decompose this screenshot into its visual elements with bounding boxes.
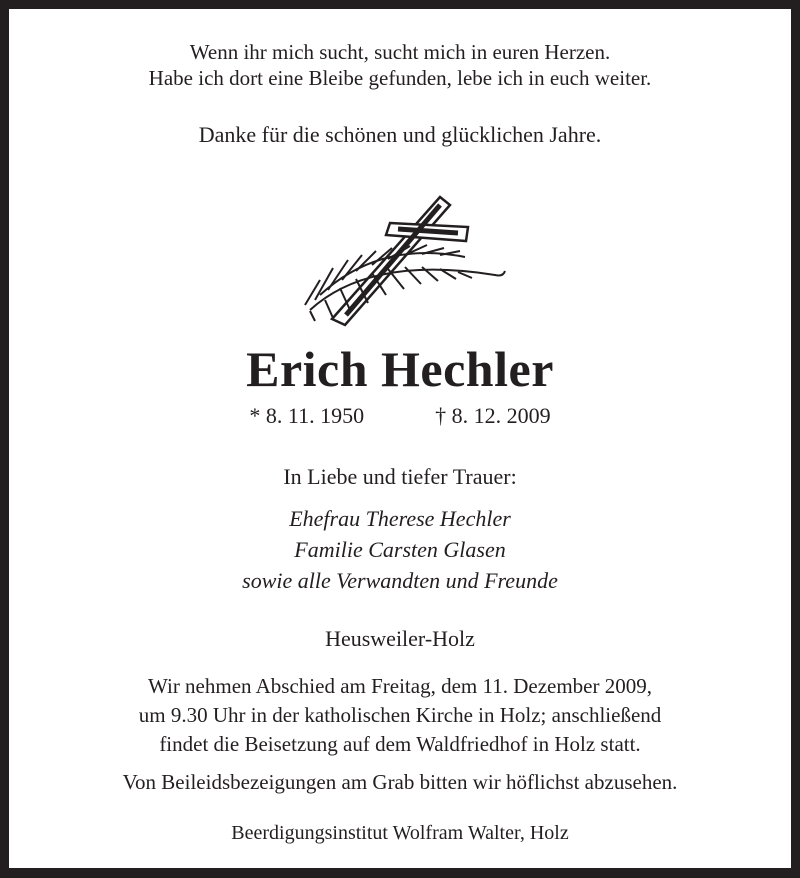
- motto-line: Wenn ihr mich sucht, sucht mich in euren Herzen.: [189, 40, 611, 64]
- motto-line: Habe ich dort eine Bleibe gefunden, lebe ich in euch weiter.: [148, 66, 652, 90]
- death-date: † 8. 12. 2009: [435, 403, 551, 428]
- funeral-line: Wir nehmen Abschied am Freitag, dem 11. Dezember 2009,: [148, 674, 652, 698]
- condolence-note: Von Beileidsbezeigungen am Grab bitten wir höflichst abzusehen.: [122, 770, 678, 794]
- cross-palm-icon: [290, 185, 510, 335]
- thanks: Danke für die schönen und glücklichen Jahre.: [198, 122, 602, 147]
- place: Heusweiler-Holz: [325, 626, 475, 651]
- mourner: Ehefrau Therese Hechler: [289, 506, 511, 531]
- funeral-line: findet die Beisetzung auf dem Waldfriedhof in Holz statt.: [159, 732, 641, 756]
- funeral-details: [9, 672, 791, 759]
- motto: [9, 39, 791, 91]
- mourning-intro: In Liebe und tiefer Trauer:: [283, 464, 517, 489]
- funeral-line: um 9.30 Uhr in der katholischen Kirche in Holz; anschließend: [138, 703, 662, 727]
- deceased-name: Erich Hechler: [246, 341, 554, 397]
- birth-date: * 8. 11. 1950: [249, 403, 365, 428]
- obituary-notice: [9, 9, 791, 868]
- life-dates: [9, 403, 791, 429]
- mourner: Familie Carsten Glasen: [294, 537, 506, 562]
- undertaker: Beerdigungsinstitut Wolfram Walter, Holz: [231, 822, 569, 844]
- mourner: sowie alle Verwandten und Freunde: [242, 568, 558, 593]
- mourners-list: [9, 503, 791, 596]
